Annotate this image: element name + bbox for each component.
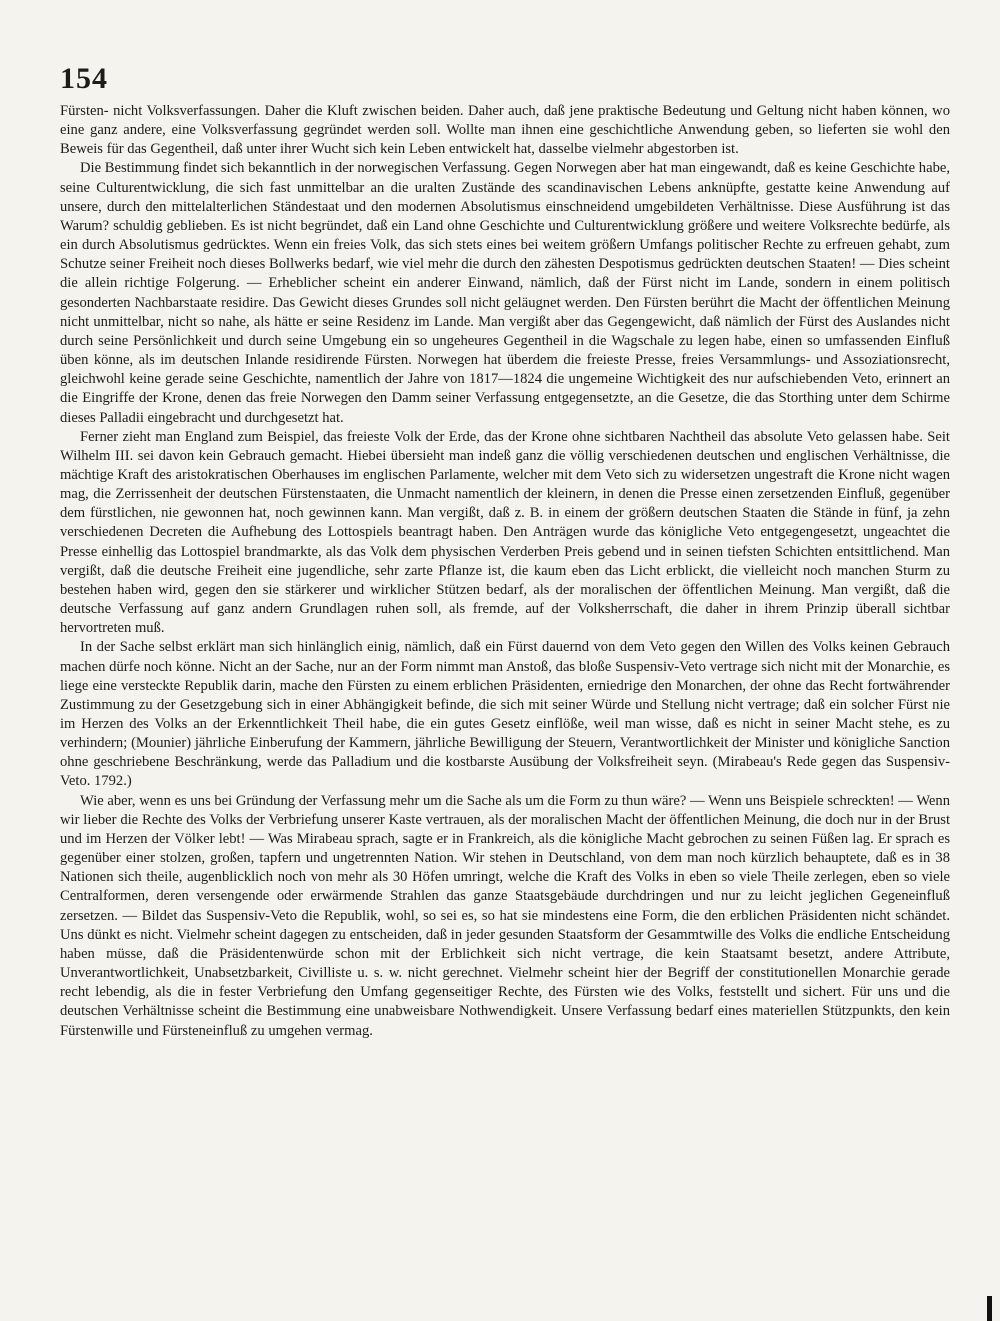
paragraph: Wie aber, wenn es uns bei Gründung der Verfassung mehr um die Sache als um die Form zu thun wäre? — Wenn uns Beispiele schreckten! — Wenn wir lieber die Rechte des Volks der Verbriefung unserer Kaste vertrauen, als der moralischen Macht der öffentlichen Meinung, die doch nur in der Brust und im Herzen der Völker lebt! — Was Mirabeau sprach, sagte er in Frankreich, als die königliche Macht gebrochen zu seinen Füßen lag. Er sprach es gegenüber einer stolzen, großen, tapfern und ungetrennten Nation. Wir stehen in Deutschland, von dem man noch kürzlich behauptete, daß es in 38 Nationen sich theile, augenblicklich noch von mehr als 30 Höfen umringt, welche die Kraft des Volks in eben so viele Theile zerlegen, eben so viele Centralformen, deren versengende oder erwärmende Strahlen das ganze Staatsgebäude durchdringen und nur zu leicht jeglichen Gegeneinfluß zersetzen. — Bildet das Suspensiv-Veto die Republik, wohl, so sei es, so hat sie mindestens eine Form, die den erblichen Präsidenten nicht schändet. Uns dünkt es nicht. Vielmehr scheint dagegen zu entscheiden, daß in jeder gesunden Staatsform der Gesammtwille des Volks die endliche Entscheidung haben müsse, daß die Präsidentenwürde schon mit der Erblichkeit sich nicht vertrage, die kein Staatsamt besetzt, andere Attribute, Unverantwortlichkeit, Unabsetzbarkeit, Civilliste u. s. w. nicht gerechnet. Vielmehr scheint hier der Begriff der constitutionellen Monarchie gerade recht lebendig, als die in fester Verbriefung den Umfang gegenseitiger Rechte, des Fürsten wie des Volks, feststellt und sichert. Für uns und die deutschen Verhältnisse scheint die Bestimmung eine unabweisbare Nothwendigkeit. Unsere Verfassung bedarf eines materiellen Stützpunkts, den kein Fürstenwille und Fürsteneinfluß zu umgehen vermag. (60, 792, 950, 1039)
body-text (60, 102, 950, 1041)
scan-edge-mark (987, 1296, 992, 1321)
paragraph: Fürsten- nicht Volksverfassungen. Daher die Kluft zwischen beiden. Daher auch, daß jene praktische Bedeutung und Geltung nicht haben können, wo eine ganz andere, eine Volksverfassung gegründet werden soll. Wollte man ihnen eine geschichtliche Anwendung geben, so lieferten sie wohl den Beweis für das Gegentheil, daß unter ihrer Wucht sich kein Leben entwickelt hat, dasselbe vielmehr abgestorben ist. (60, 103, 950, 158)
paragraph: Die Bestimmung findet sich bekanntlich in der norwegischen Verfassung. Gegen Norwegen aber hat man eingewandt, daß es keine Geschichte habe, seine Culturentwicklung, die sich fast unmittelbar an die uralten Zustände des scandinavischen Lebens anknüpfte, gestatte keine Anwendung auf unsere, durch den mittelalterlichen Ständestaat und den modernen Absolutismus einschneidend umgebildeten Verhältnisse. Diese Ausführung ist das Warum? schuldig geblieben. Es ist nicht begründet, daß ein Land ohne Geschichte und Culturentwicklung größere und weitere Volksrechte bedürfe, als ein durch Absolutismus gedrücktes. Wenn ein freies Volk, das sich stets eines bei weitem größern Umfangs politischer Rechte zu erfreuen gehabt, zum Schutze seiner Freiheit noch dieses Bollwerks bedarf, wie viel mehr die durch den zähesten Despotismus gedrückten deutschen Staaten! — Dies scheint die allein richtige Folgerung. — Erheblicher scheint ein anderer Einwand, nämlich, daß der Fürst nicht im Lande, sondern in einem politisch gesonderten Nachbarstaate residire. Das Gewicht dieses Grundes soll nicht geläugnet werden. Den Fürsten berührt die Macht der öffentlichen Meinung nicht unmittelbar, nicht so nahe, als hätte er seine Residenz im Lande. Man vergißt aber das Gegengewicht, daß nämlich der Fürst des Auslandes nicht durch seine Persönlichkeit und durch seine Umgebung ein so ungeheures Gegentheil in die Wagschale zu legen habe, einen so umfassenden Einfluß üben könne, als im deutschen Inlande residirende Fürsten. Norwegen hat überdem die freieste Presse, freies Versammlungs- und Assoziationsrecht, gleichwohl keine gerade seine Geschichte, namentlich der Jahre von 1817—1824 die ungemeine Wichtigkeit des nur aufschiebenden Veto, erinnert an die Eingriffe der Krone, denen das freie Norwegen den Damm seiner Verfassung entgegensetzte, an die Gesetze, die das Storthing unter dem Schirme dieses Palladii eingebracht und durchgesetzt hat. (60, 160, 950, 426)
paragraph: Ferner zieht man England zum Beispiel, das freieste Volk der Erde, das der Krone ohne sichtbaren Nachtheil das absolute Veto gelassen habe. Seit Wilhelm III. sei davon kein Gebrauch gemacht. Hiebei übersieht man indeß ganz die völlig verschiedenen deutschen und englischen Verhältnisse, die mächtige Kraft des aristokratischen Oberhauses im englischen Parlamente, welcher mit dem Veto sich zu widersetzen ungestraft die Krone nicht wagen mag, die Zerrissenheit der deutschen Fürstenstaaten, die Unmacht namentlich der kleinern, in denen die Presse einen zersetzenden Einfluß, gegenüber dem fürstlichen, nie gewonnen hat, noch gewinnen kann. Man vergißt, daß z. B. in einem der größern deutschen Staaten die Stände in fünf, ja zehn verschiedenen Decreten die Aufhebung des Lottospiels beantragt haben. Den Anträgen wurde das königliche Veto entgegengesetzt, ungeachtet die Presse einhellig das Lottospiel brandmarkte, als das Volk dem physischen Verderben Preis gebend und in seinen tiefsten Schichten entsittlichend. Man vergißt, daß die deutsche Freiheit eine jugendliche, sehr zarte Pflanze ist, die kaum eben das Licht erblickt, die vielleicht noch manchen Sturm zu bestehen haben wird, gegen den sie stärkerer und wirklicher Stützen bedarf, als der moralischen der öffentlichen Meinung. Man vergißt, daß die deutsche Verfassung auf ganz andern Grundlagen ruhen soll, als fremde, auf der Volksherrschaft, die daher in ihrem Prinzip überall sichtbar hervortreten muß. (60, 428, 950, 637)
paragraph: In der Sache selbst erklärt man sich hinlänglich einig, nämlich, daß ein Fürst dauernd von dem Veto gegen den Willen des Volks keinen Gebrauch machen dürfe noch könne. Nicht an der Sache, nur an der Form nimmt man Anstoß, das bloße Suspensiv-Veto vertrage sich nicht mit der Monarchie, es liege eine versteckte Republik darin, mache den Fürsten zu einem erblichen Präsidenten, erniedrige den Monarchen, der ohne das Recht fortwährender Zustimmung zu der Gesetzgebung sich in einer Abhängigkeit befinde, die sich mit seiner Würde und Stellung nicht vertrage; daß ein solcher Fürst nie im Herzen des Volks an der Erkenntlichkeit Theil habe, die ein gutes Gesetz einflöße, weil man wisse, daß es nicht in seiner Macht stehe, es zu verhindern; (Mounier) jährliche Einberufung der Kammern, jährliche Bewilligung der Steuern, Verantwortlichkeit der Minister und königliche Sanction ohne geschriebene Beschränkung, werde das Palladium und die kostbarste Ausübung der Volksfreiheit seyn. (Mirabeau's Rede gegen das Suspensiv-Veto. 1792.) (60, 639, 950, 790)
page-number: 154 (60, 62, 108, 95)
